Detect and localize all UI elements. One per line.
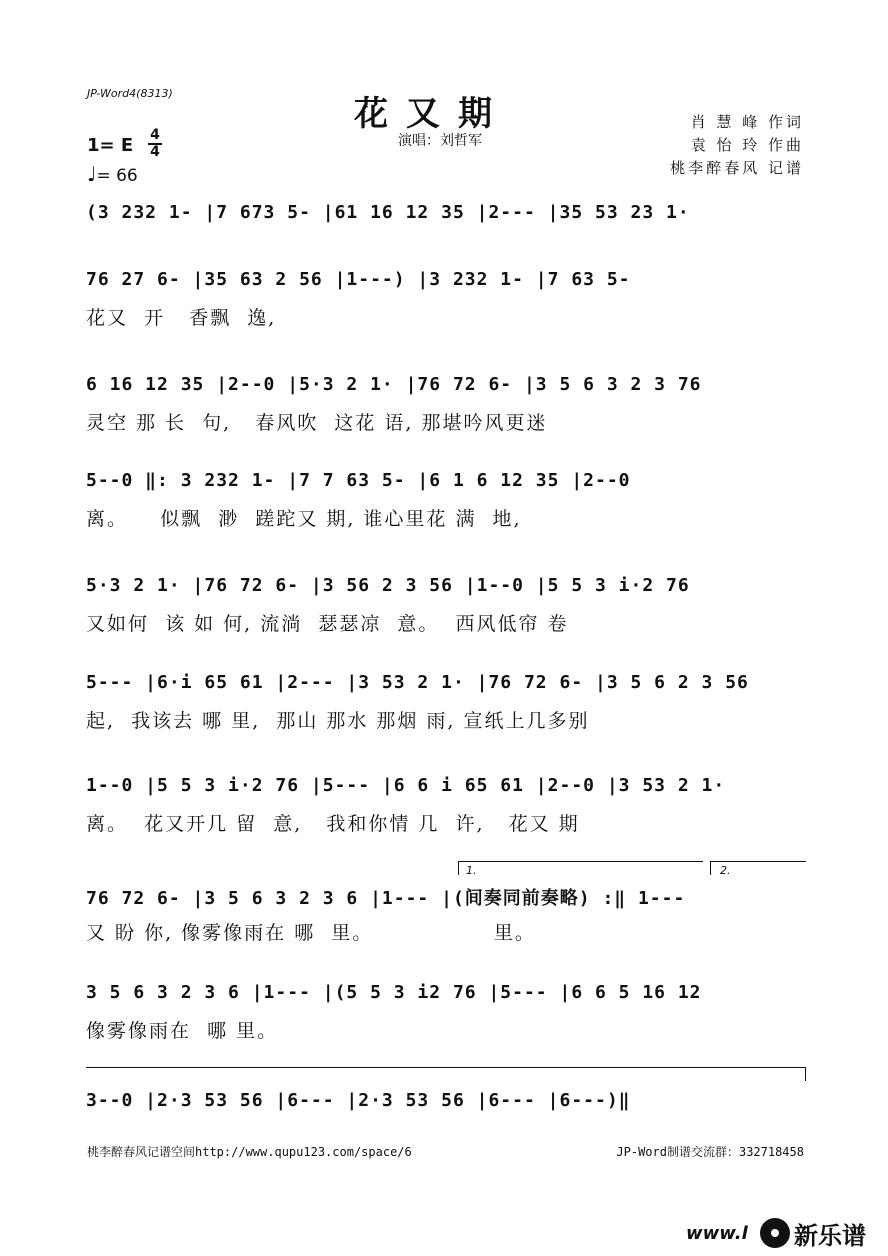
singer-credit: 演唱：刘哲军 <box>398 133 482 149</box>
time-sig-top: 4 <box>150 127 160 143</box>
volta-1-line <box>458 861 703 862</box>
footer-left-link[interactable]: 桃李醉春风记谱空间http://www.qupu123.com/space/6 <box>87 1145 412 1159</box>
watermark-url: www.l <box>686 1223 748 1244</box>
composer-credit: 袁 怡 玲 作曲 <box>690 136 804 154</box>
volta-2-label: 2. <box>720 864 731 877</box>
lyricist-credit: 肖 慧 峰 作词 <box>690 113 804 131</box>
volta-1-hook <box>458 861 459 875</box>
notes-line: 76 27 6- |35 63 2 56 |1---) |3 232 1- |7 63 5- <box>86 269 631 290</box>
notes-line: 6 16 12 35 |2--0 |5·3 2 1· |76 72 6- |3 5 6 3 2 3 76 <box>86 374 702 395</box>
footer-right-note: JP-Word制谱交流群：332718458 <box>616 1145 804 1159</box>
tempo-value: = 66 <box>96 166 138 186</box>
notes-line: 3 5 6 3 2 3 6 |1--- |(5 5 3 i2 76 |5--- |6 6 5 16 12 <box>86 982 702 1003</box>
lyrics-line: 花又 开 香飘 逸, <box>86 307 277 329</box>
volta-2-line <box>710 861 806 862</box>
notes-line: 76 72 6- |3 5 6 3 2 3 6 |1--- |(间奏同前奏略) :‖ 1--- <box>86 888 686 909</box>
watermark-logo: 新乐谱 <box>794 1222 866 1250</box>
quarter-note-icon: ♩ <box>87 162 97 186</box>
key-signature: 1= E <box>87 135 134 156</box>
tempo-marking <box>87 162 138 186</box>
transcriber-credit: 桃李醉春风 记谱 <box>670 159 804 177</box>
notes-line: 5·3 2 1· |76 72 6- |3 56 2 3 56 |1--0 |5 5 3 i·2 76 <box>86 575 690 596</box>
disc-icon <box>760 1218 790 1248</box>
software-tag: JP-Word4(8313) <box>87 87 173 100</box>
lyrics-line: 像雾像雨在 哪 里。 <box>86 1020 279 1042</box>
time-signature <box>148 128 162 160</box>
time-sig-bottom: 4 <box>148 143 162 160</box>
notes-line: 3--0 |2·3 53 56 |6--- |2·3 53 56 |6--- |6---)‖ <box>86 1090 631 1111</box>
lyrics-line: 灵空 那 长 句, 春风吹 这花 语, 那堪吟风更迷 <box>86 412 548 434</box>
lyrics-line: 起, 我该去 哪 里, 那山 那水 那烟 雨, 宣纸上几多别 <box>86 710 590 732</box>
volta-2-hook <box>710 861 711 875</box>
lyrics-line: 又 盼 你, 像雾像雨在 哪 里。 里。 <box>86 922 536 944</box>
page-title: 花又期 <box>354 94 510 134</box>
lyrics-line: 离。 似飘 渺 蹉跎又 期, 谁心里花 满 地, <box>86 508 522 530</box>
lyrics-line: 又如何 该 如 何, 流淌 瑟瑟凉 意。 西风低帘 卷 <box>86 613 569 635</box>
final-system-rule <box>86 1067 806 1068</box>
notes-line: 5--0 ‖: 3 232 1- |7 7 63 5- |6 1 6 12 35 |2--0 <box>86 470 631 491</box>
final-system-hook <box>805 1067 806 1081</box>
notes-line: 1--0 |5 5 3 i·2 76 |5--- |6 6 i 65 61 |2--0 |3 53 2 1· <box>86 775 726 796</box>
volta-1-label: 1. <box>466 864 477 877</box>
notes-line: 5--- |6·i 65 61 |2--- |3 53 2 1· |76 72 6- |3 5 6 2 3 56 <box>86 672 749 693</box>
notes-line: (3 232 1- |7 673 5- |61 16 12 35 |2--- |35 53 23 1· <box>86 202 690 223</box>
lyrics-line: 离。 花又开几 留 意, 我和你情 几 许, 花又 期 <box>86 813 580 835</box>
